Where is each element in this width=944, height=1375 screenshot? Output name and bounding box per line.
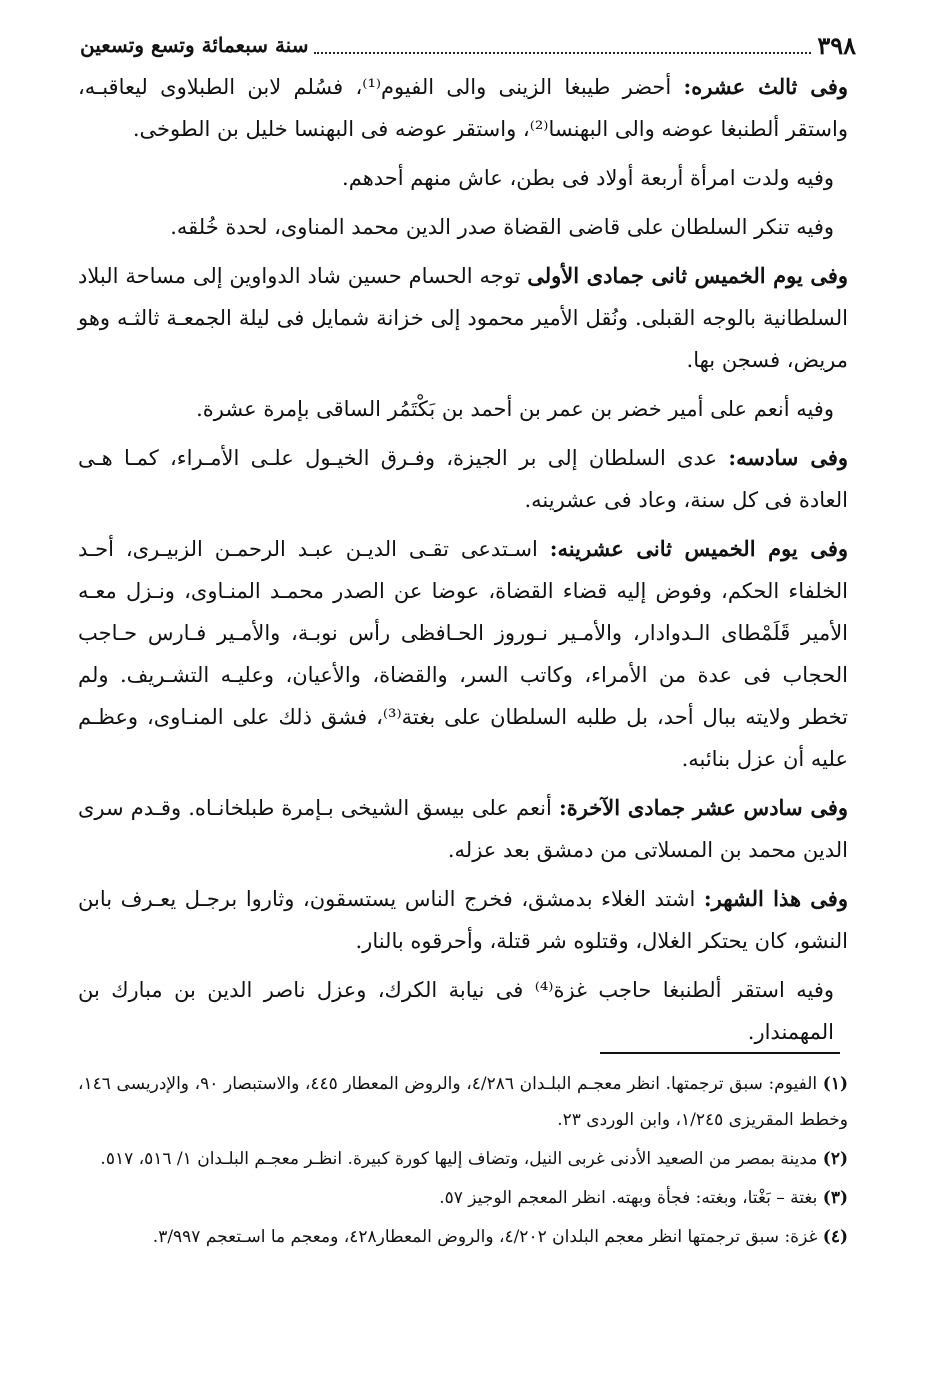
paragraph (78, 157, 848, 199)
main-text (78, 66, 848, 1060)
paragraph-text: عدى السلطان إلى بر الجيزة، وفـرق الخيـول علـى الأمـراء، كمـا هـى العادة فى كل سنة، وعاد فى عشرينه. (78, 446, 848, 512)
footnote-label: (٣) (822, 1188, 848, 1208)
paragraph-lead: وفى سادس عشر جمادى الآخرة: (558, 795, 848, 820)
paragraph (78, 969, 848, 1053)
footnote-text: مدينة بمصر من الصعيد الأدنى غربى النيل، وتضاف إليها كورة كبيرة. انظـر معجـم البلـدان ١/ ٥١٦، ٥١٧. (100, 1149, 823, 1169)
paragraph-lead: وفى يوم الخميس ثانى جمادى الأولى (527, 263, 848, 288)
footnote-label: (٤) (822, 1227, 848, 1247)
footnotes (78, 1066, 848, 1258)
paragraph-lead: وفى سادسه: (728, 445, 848, 470)
footnote (78, 1141, 848, 1177)
footnote (78, 1219, 848, 1255)
footnote-text: بغتة – بَغْتا، وبغته: فجأة وبهته. انظر المعجم الوجيز ٥٧. (439, 1188, 823, 1208)
paragraph-text: أحضر طيبغا الزينى والى الفيوم⁽¹⁾، فسُلم لابن الطبلاوى ليعاقبـه، واستقر ألطنبغا عوضه والى البهنسا⁽²⁾، واستقر عوضه فى البهنسا خليل بن الطوخى. (78, 75, 848, 141)
paragraph-text: وفيه تنكر السلطان على قاضى القضاة صدر الدين محمد المناوى، لحدة خُلقه. (170, 215, 834, 239)
paragraph (78, 255, 848, 381)
paragraph (78, 206, 848, 248)
paragraph-text: اشتد الغلاء بدمشق، فخرج الناس يستسقون، وثاروا برجـل يعـرف بابن النشو، كان يحتكر الغلال، وقتلوه شر قتلة، وأحرقوه بالنار. (78, 887, 848, 953)
paragraph-text: وفيه استقر ألطنبغا حاجب غزة⁽⁴⁾ فى نيابة الكرك، وعزل ناصر الدين بن مبارك بن المهمندار. (78, 978, 835, 1044)
paragraph-text: أنعم على بيسق الشيخى بـإمرة طبلخانـاه. وقـدم سرى الدين محمد بن المسلاتى من دمشق بعد عزله. (78, 796, 848, 862)
paragraph (78, 437, 848, 521)
footnote-text: غزة: سبق ترجمتها انظر معجم البلدان ٤/٢٠٢، والروض المعطار٤٢٨، ومعجم ما اسـتعجم ٣/٩٩٧. (152, 1227, 823, 1247)
page-number: ٣٩٨ (817, 30, 856, 60)
running-header (80, 26, 856, 64)
paragraph (78, 787, 848, 871)
paragraph-text: وفيه أنعم على أمير خضر بن عمر بن أحمد بن بَكْتَمُر الساقى بإمرة عشرة. (196, 397, 834, 421)
footnote (78, 1066, 848, 1138)
header-title: سنة سبعمائة وتسع وتسعين (80, 33, 309, 57)
paragraph-lead: وفى ثالث عشره: (683, 74, 848, 99)
footnote-label: (٢) (822, 1149, 848, 1169)
paragraph-lead: وفى هذا الشهر: (703, 886, 848, 911)
paragraph (78, 388, 848, 430)
footnote (78, 1180, 848, 1216)
footnote-separator (600, 1052, 840, 1054)
paragraph-lead: وفى يوم الخميس ثانى عشرينه: (549, 536, 848, 561)
footnote-label: (١) (822, 1074, 848, 1094)
footnote-text: الفيوم: سبق ترجمتها. انظر معجـم البلـدان ٤/٢٨٦، والروض المعطار ٤٤٥، والاستبصار ٩٠، والإدريسى ١٤٦، وخطط المقريزى ١/٢٤٥، وابن الوردى ٢٣. (78, 1074, 848, 1130)
header-dot-leader (314, 36, 811, 54)
paragraph (78, 528, 848, 780)
paragraph-text: توجه الحسام حسين شاد الدواوين إلى مساحة البلاد السلطانية بالوجه القبلى. ونُقل الأمير محمود إلى خزانة شمايل فى ليلة الجمعـة ثالثـه وهو مريض، فسجن بها. (78, 264, 848, 372)
paragraph (78, 66, 848, 150)
paragraph-text: اسـتدعى تقـى الديـن عبـد الرحمـن الزبيـرى، أحـد الخلفاء الحكم، وفوض إليه قضاء القضاة، عوضا عن الصدر محمـد المنـاوى، ونـزل معـه الأمير قَلَمْطاى الـدوادار، والأمـير نـوروز الحـافظى رأس نوبـة، والأمـير فـارس حـاجب الحجاب فى عدة من الأمراء، وكاتب السر، والقضاة، والأعيان، وعليـه التشـريف. ولم تخطر ولايته ببال أحد، بل طلبه السلطان على بغتة⁽³⁾، فشق ذلك على المنـاوى، وعظـم عليه أن عزل بنائبه. (78, 537, 848, 771)
paragraph (78, 878, 848, 962)
paragraph-text: وفيه ولدت امرأة أربعة أولاد فى بطن، عاش منهم أحدهم. (342, 166, 834, 190)
